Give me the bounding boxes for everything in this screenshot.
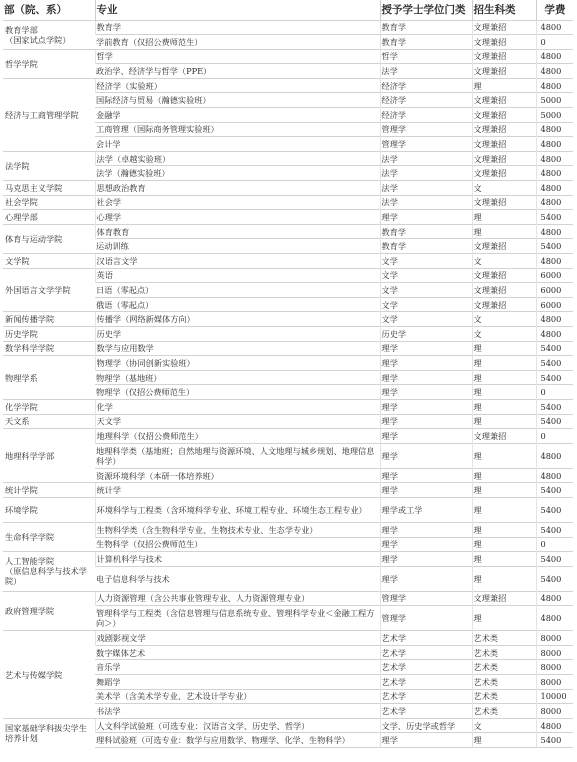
degree-cell: 理学: [380, 399, 472, 414]
subject-cell: 文: [472, 326, 536, 341]
degree-cell: 管理学: [380, 122, 472, 137]
table-row: [3, 254, 573, 269]
major-cell: 戏剧影视文学: [95, 631, 380, 646]
degree-cell: 法学: [380, 64, 472, 79]
table-row: [3, 356, 573, 371]
subject-cell: 文理兼招: [472, 35, 536, 50]
fee-cell: 6000: [536, 297, 573, 312]
major-cell: 天文学: [95, 414, 380, 429]
major-cell: 历史学: [95, 326, 380, 341]
fee-cell: 8000: [536, 704, 573, 719]
major-cell: 美术学（含美术学专业、艺术设计学专业）: [95, 689, 380, 704]
degree-cell: 法学: [380, 166, 472, 181]
fee-cell: 5400: [536, 370, 573, 385]
fee-cell: 4800: [536, 78, 573, 93]
dept-cell: 新闻传播学院: [3, 312, 95, 327]
degree-cell: 法学: [380, 151, 472, 166]
subject-cell: 艺术类: [472, 689, 536, 704]
fee-cell: 5400: [536, 399, 573, 414]
subject-cell: 理: [472, 370, 536, 385]
subject-cell: 文理兼招: [472, 49, 536, 64]
degree-cell: 理学: [380, 429, 472, 444]
major-cell: 生物科学（仅招公费师范生）: [95, 537, 380, 552]
fee-cell: 4800: [536, 122, 573, 137]
header-row: [3, 0, 573, 20]
fee-cell: 4800: [536, 468, 573, 483]
fee-cell: 5400: [536, 239, 573, 254]
subject-cell: 理: [472, 78, 536, 93]
subject-cell: 文: [472, 254, 536, 269]
degree-cell: 文学: [380, 268, 472, 283]
table-row: [3, 631, 573, 646]
major-cell: 管理科学与工程类（含信息管理与信息系统专业、管理科学专业＜金融工程方向＞）: [95, 606, 380, 631]
subject-cell: 理: [472, 537, 536, 552]
fee-cell: 4800: [536, 326, 573, 341]
subject-cell: 理: [472, 414, 536, 429]
subject-cell: 理: [472, 341, 536, 356]
subject-cell: 文理兼招: [472, 151, 536, 166]
major-cell: 学前教育（仅招公费师范生）: [95, 35, 380, 50]
table-row: [3, 399, 573, 414]
fee-cell: 6000: [536, 283, 573, 298]
fee-cell: 4800: [536, 64, 573, 79]
dept-cell: 环境学院: [3, 497, 95, 522]
fee-cell: 0: [536, 429, 573, 444]
subject-cell: 理: [472, 566, 536, 591]
subject-cell: 理: [472, 224, 536, 239]
table-row: [3, 429, 573, 444]
subject-cell: 文理兼招: [472, 64, 536, 79]
major-cell: 计算机科学与技术: [95, 552, 380, 567]
dept-cell: 文学院: [3, 254, 95, 269]
degree-cell: 法学: [380, 195, 472, 210]
subject-cell: 艺术类: [472, 675, 536, 690]
dept-cell: 人工智能学院 （原信息科学与技术学院）: [3, 552, 95, 592]
subject-cell: 文理兼招: [472, 591, 536, 606]
major-cell: 俄语（零起点）: [95, 297, 380, 312]
degree-cell: 理学: [380, 522, 472, 537]
dept-cell: 历史学院: [3, 326, 95, 341]
fee-cell: 5400: [536, 552, 573, 567]
subject-cell: 文理兼招: [472, 93, 536, 108]
subject-cell: 理: [472, 399, 536, 414]
major-cell: 社会学: [95, 195, 380, 210]
subject-cell: 文理兼招: [472, 239, 536, 254]
dept-cell: 社会学院: [3, 195, 95, 210]
major-cell: 会计学: [95, 137, 380, 152]
fee-cell: 5400: [536, 210, 573, 225]
fee-cell: 4800: [536, 49, 573, 64]
subject-cell: 艺术类: [472, 704, 536, 719]
fee-cell: 8000: [536, 675, 573, 690]
major-cell: 资源环境科学（本研一体培养班）: [95, 468, 380, 483]
fee-cell: 5400: [536, 414, 573, 429]
subject-cell: 理: [472, 497, 536, 522]
dept-cell: 马克思主义学院: [3, 181, 95, 196]
degree-cell: 理学: [380, 414, 472, 429]
degree-cell: 理学或工学: [380, 497, 472, 522]
subject-cell: 理: [472, 606, 536, 631]
dept-cell: 生命科学学院: [3, 522, 95, 551]
major-cell: 地理科学类（基地班；自然地理与资源环境、人文地理与城乡规划、地理信息科学）: [95, 443, 380, 468]
table-body: [3, 20, 573, 748]
major-cell: 英语: [95, 268, 380, 283]
degree-cell: 法学: [380, 181, 472, 196]
degree-cell: 管理学: [380, 606, 472, 631]
fee-cell: 4800: [536, 20, 573, 35]
fee-cell: 8000: [536, 631, 573, 646]
degree-cell: 管理学: [380, 591, 472, 606]
dept-cell: 教育学部 （国家试点学院）: [3, 20, 95, 49]
table-row: [3, 20, 573, 35]
degree-cell: 理学: [380, 385, 472, 400]
fee-cell: 0: [536, 385, 573, 400]
header-subject: 招生科类: [472, 0, 536, 20]
fee-cell: 5400: [536, 497, 573, 522]
degree-cell: 教育学: [380, 224, 472, 239]
fee-cell: 10000: [536, 689, 573, 704]
dept-cell: 哲学学院: [3, 49, 95, 78]
fee-cell: 4800: [536, 254, 573, 269]
major-cell: 运动训练: [95, 239, 380, 254]
subject-cell: 艺术类: [472, 631, 536, 646]
degree-cell: 哲学: [380, 49, 472, 64]
major-cell: 体育教育: [95, 224, 380, 239]
table-row: [3, 224, 573, 239]
header-dept: 部（院、系）: [3, 0, 95, 20]
fee-cell: 6000: [536, 268, 573, 283]
fee-cell: 8000: [536, 660, 573, 675]
fee-cell: 5400: [536, 566, 573, 591]
subject-cell: 文理兼招: [472, 122, 536, 137]
subject-cell: 理: [472, 385, 536, 400]
degree-cell: 教育学: [380, 35, 472, 50]
major-cell: 工商管理（国际商务管理实验班）: [95, 122, 380, 137]
major-cell: 音乐学: [95, 660, 380, 675]
dept-cell: 数学科学学院: [3, 341, 95, 356]
table-row: [3, 195, 573, 210]
fee-cell: 4800: [536, 166, 573, 181]
major-cell: 人力资源管理（含公共事业管理专业、人力资源管理专业）: [95, 591, 380, 606]
header-degree: 授予学士学位门类: [380, 0, 472, 20]
major-cell: 汉语言文学: [95, 254, 380, 269]
fee-cell: 5400: [536, 522, 573, 537]
fee-cell: 4800: [536, 443, 573, 468]
fee-cell: 4800: [536, 181, 573, 196]
fee-cell: 5000: [536, 93, 573, 108]
fee-cell: 4800: [536, 137, 573, 152]
degree-cell: 理学: [380, 356, 472, 371]
major-cell: 哲学: [95, 49, 380, 64]
subject-cell: 文理兼招: [472, 297, 536, 312]
dept-cell: 政府管理学院: [3, 591, 95, 631]
major-cell: 统计学: [95, 483, 380, 498]
dept-cell: 天文系: [3, 414, 95, 429]
dept-cell: 心理学部: [3, 210, 95, 225]
table-row: [3, 268, 573, 283]
degree-cell: 艺术学: [380, 675, 472, 690]
dept-cell: 物理学系: [3, 356, 95, 400]
major-cell: 化学: [95, 399, 380, 414]
major-cell: 数字媒体艺术: [95, 645, 380, 660]
subject-cell: 文理兼招: [472, 20, 536, 35]
subject-cell: 理: [472, 443, 536, 468]
table-row: [3, 312, 573, 327]
major-cell: 国际经济与贸易（瀚德实验班）: [95, 93, 380, 108]
dept-cell: 统计学院: [3, 483, 95, 498]
degree-cell: 理学: [380, 443, 472, 468]
major-cell: 舞蹈学: [95, 675, 380, 690]
fee-cell: 8000: [536, 645, 573, 660]
degree-cell: 经济学: [380, 93, 472, 108]
major-cell: 人文科学试验班（可选专业：汉语言文学、历史学、哲学）: [95, 718, 380, 733]
fee-cell: 4800: [536, 195, 573, 210]
table-row: [3, 151, 573, 166]
major-cell: 生物科学类（含生物科学专业、生物技术专业、生态学专业）: [95, 522, 380, 537]
major-cell: 物理学（协同创新实验班）: [95, 356, 380, 371]
subject-cell: 文: [472, 312, 536, 327]
major-cell: 政治学、经济学与哲学（PPE）: [95, 64, 380, 79]
major-cell: 地理科学（仅招公费师范生）: [95, 429, 380, 444]
major-cell: 法学（瀚德实验班）: [95, 166, 380, 181]
major-cell: 法学（卓越实验班）: [95, 151, 380, 166]
dept-cell: 经济与工商管理学院: [3, 78, 95, 151]
dept-cell: 体育与运动学院: [3, 224, 95, 253]
table-row: [3, 210, 573, 225]
degree-cell: 教育学: [380, 20, 472, 35]
degree-cell: 理学: [380, 468, 472, 483]
table-row: [3, 522, 573, 537]
fee-cell: 0: [536, 35, 573, 50]
fee-cell: 5400: [536, 341, 573, 356]
subject-cell: 理: [472, 210, 536, 225]
major-cell: 金融学: [95, 108, 380, 123]
table-row: [3, 552, 573, 567]
degree-cell: 文学: [380, 312, 472, 327]
dept-cell: 国家基础学科拔尖学生培养计划: [3, 718, 95, 747]
table-row: [3, 326, 573, 341]
fee-cell: 0: [536, 537, 573, 552]
tuition-table: [3, 0, 573, 748]
subject-cell: 文理兼招: [472, 195, 536, 210]
major-cell: 日语（零起点）: [95, 283, 380, 298]
subject-cell: 文理兼招: [472, 137, 536, 152]
degree-cell: 文学: [380, 297, 472, 312]
major-cell: 书法学: [95, 704, 380, 719]
degree-cell: 经济学: [380, 108, 472, 123]
major-cell: 电子信息科学与技术: [95, 566, 380, 591]
degree-cell: 教育学: [380, 239, 472, 254]
fee-cell: 4800: [536, 606, 573, 631]
table-row: [3, 341, 573, 356]
degree-cell: 管理学: [380, 137, 472, 152]
table-row: [3, 591, 573, 606]
fee-cell: 5000: [536, 108, 573, 123]
major-cell: 数学与应用数学: [95, 341, 380, 356]
degree-cell: 艺术学: [380, 645, 472, 660]
major-cell: 传播学（网络新媒体方向）: [95, 312, 380, 327]
degree-cell: 经济学: [380, 78, 472, 93]
table-row: [3, 414, 573, 429]
fee-cell: 4800: [536, 151, 573, 166]
subject-cell: 艺术类: [472, 660, 536, 675]
header-major: 专业: [95, 0, 380, 20]
major-cell: 物理学（基地班）: [95, 370, 380, 385]
table-row: [3, 78, 573, 93]
subject-cell: 理: [472, 356, 536, 371]
major-cell: 经济学（实验班）: [95, 78, 380, 93]
degree-cell: 文学、历史学或哲学: [380, 718, 472, 733]
subject-cell: 理: [472, 522, 536, 537]
fee-cell: 4800: [536, 718, 573, 733]
degree-cell: 文学: [380, 283, 472, 298]
major-cell: 心理学: [95, 210, 380, 225]
subject-cell: 文: [472, 718, 536, 733]
header-fee: 学费: [536, 0, 573, 20]
table-row: [3, 483, 573, 498]
degree-cell: 艺术学: [380, 631, 472, 646]
fee-cell: 4800: [536, 312, 573, 327]
degree-cell: 理学: [380, 537, 472, 552]
fee-cell: 4800: [536, 591, 573, 606]
degree-cell: 理学: [380, 341, 472, 356]
table-row: [3, 497, 573, 522]
degree-cell: 理学: [380, 566, 472, 591]
fee-cell: 5400: [536, 733, 573, 748]
subject-cell: 文理兼招: [472, 166, 536, 181]
dept-cell: 艺术与传媒学院: [3, 631, 95, 719]
major-cell: 教育学: [95, 20, 380, 35]
subject-cell: 文理兼招: [472, 283, 536, 298]
subject-cell: 理: [472, 483, 536, 498]
degree-cell: 理学: [380, 210, 472, 225]
fee-cell: 4800: [536, 224, 573, 239]
major-cell: 理科试验班（可选专业：数学与应用数学、物理学、化学、生物科学）: [95, 733, 380, 748]
degree-cell: 艺术学: [380, 704, 472, 719]
degree-cell: 理学: [380, 552, 472, 567]
degree-cell: 艺术学: [380, 660, 472, 675]
subject-cell: 艺术类: [472, 645, 536, 660]
major-cell: 环境科学与工程类（含环境科学专业、环境工程专业、环境生态工程专业）: [95, 497, 380, 522]
subject-cell: 理: [472, 468, 536, 483]
degree-cell: 理学: [380, 483, 472, 498]
dept-cell: 地理科学学部: [3, 429, 95, 483]
fee-cell: 5400: [536, 483, 573, 498]
subject-cell: 文理兼招: [472, 108, 536, 123]
table-row: [3, 181, 573, 196]
dept-cell: 法学院: [3, 151, 95, 180]
subject-cell: 理: [472, 733, 536, 748]
degree-cell: 历史学: [380, 326, 472, 341]
dept-cell: 化学学院: [3, 399, 95, 414]
degree-cell: 文学: [380, 254, 472, 269]
table-row: [3, 718, 573, 733]
subject-cell: 文理兼招: [472, 429, 536, 444]
major-cell: 思想政治教育: [95, 181, 380, 196]
degree-cell: 艺术学: [380, 689, 472, 704]
subject-cell: 文: [472, 181, 536, 196]
dept-cell: 外国语言文学学院: [3, 268, 95, 312]
degree-cell: 理学: [380, 733, 472, 748]
table-row: [3, 49, 573, 64]
fee-cell: 5400: [536, 356, 573, 371]
subject-cell: 文理兼招: [472, 268, 536, 283]
degree-cell: 理学: [380, 370, 472, 385]
major-cell: 物理学（仅招公费师范生）: [95, 385, 380, 400]
subject-cell: 理: [472, 552, 536, 567]
